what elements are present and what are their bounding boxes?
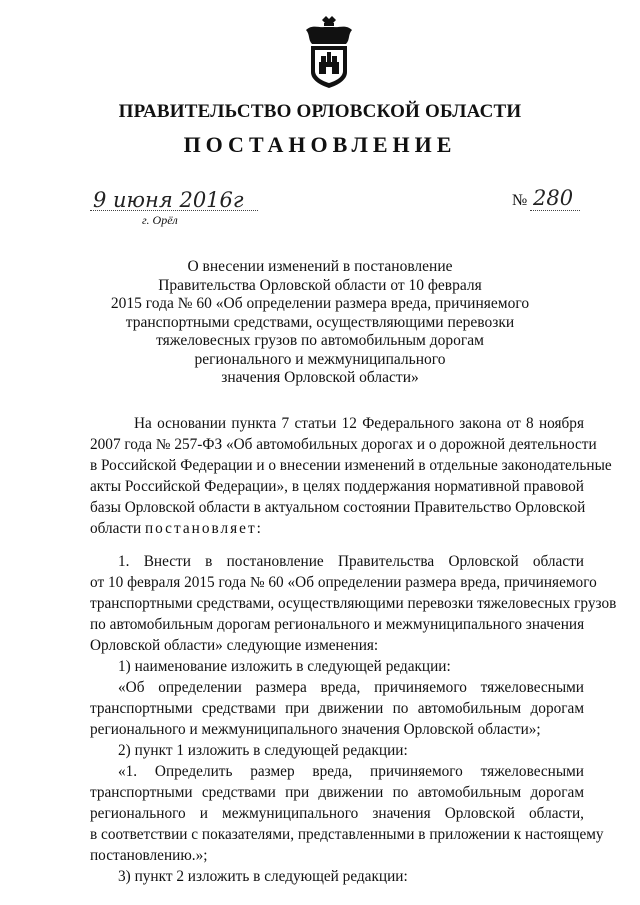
subject-line: значения Орловской области»	[221, 369, 419, 386]
subitem2-text-line: «1. Определить размер вреда, причиняемого тяжеловесными	[118, 763, 584, 780]
subitem2-text-line: транспортными средствами при движении по автомобильным дорогам	[90, 784, 584, 801]
document-type-title: ПОСТАНОВЛЕНИЕ	[183, 132, 457, 157]
subject-line: регионального и межмуниципального	[194, 350, 446, 368]
number-underline	[530, 210, 580, 211]
preamble-line: 2007 года № 257-ФЗ «Об автомобильных дорогах и о дорожной деятельности	[90, 436, 597, 453]
item1-line: Орловской области» следующие изменения:	[90, 637, 379, 654]
government-name: ПРАВИТЕЛЬСТВО ОРЛОВСКОЙ ОБЛАСТИ	[118, 101, 522, 122]
subject-line: Правительства Орловской области от 10 февраля	[158, 276, 482, 294]
subitem2-text-line: постановлению.»;	[90, 847, 208, 864]
preamble-last-prefix: области	[90, 520, 145, 537]
coat-of-arms-emblem-icon	[302, 14, 356, 90]
subject-line: тяжеловесных грузов по автомобильным дорогам	[156, 332, 484, 349]
subitem1-text-line: транспортными средствами при движении по автомобильным дорогам	[90, 700, 584, 717]
subject-line: О внесении изменений в постановление	[187, 258, 453, 275]
item1-line: транспортными средствами, осуществляющими перевозки тяжеловесных грузов	[90, 595, 617, 612]
subitem2-text-line: регионального и межмуниципального значения Орловской области,	[90, 805, 584, 822]
handwritten-number: 280	[533, 186, 574, 210]
subject-line: 2015 года № 60 «Об определении размера вреда, причиняемого	[110, 295, 530, 312]
subject-line: транспортными средствами, осуществляющими перевозки	[125, 313, 515, 331]
subitem1-text-line: регионального и межмуниципального значения Орловской области»;	[90, 721, 541, 738]
resolves-word: постановляет:	[144, 520, 263, 537]
number-label: №	[512, 192, 528, 209]
preamble-last-line	[90, 520, 263, 538]
city-name: г. Орёл	[142, 213, 178, 227]
preamble-line: акты Российской Федерации», в целях поддержания нормативной правовой	[90, 478, 584, 495]
date-underline	[90, 210, 258, 211]
item1-line: 1. Внести в постановление Правительства Орловской области	[118, 553, 584, 570]
preamble-line: На основании пункта 7 статьи 12 Федерального закона от 8 ноября	[134, 415, 584, 432]
handwritten-date: 9 июня 2016г	[93, 188, 244, 212]
subitem1-text-line: «Об определении размера вреда, причиняемого тяжеловесными	[118, 679, 584, 696]
document-subject	[0, 258, 640, 388]
subitem2-heading: 2) пункт 1 изложить в следующей редакции:	[118, 742, 408, 759]
preamble-line: базы Орловской области в актуальном состоянии Правительство Орловской	[90, 499, 586, 516]
item1-line: от 10 февраля 2015 года № 60 «Об определении размера вреда, причиняемого	[90, 574, 597, 591]
preamble-line: в Российской Федерации и о внесении изменений в отдельные законодательные	[90, 457, 612, 474]
subitem2-text-line: в соответствии с показателями, представленными в приложении к настоящему	[90, 826, 604, 843]
item1-line: по автомобильным дорогам регионального и межмуниципального значения	[90, 616, 585, 633]
subitem1-heading: 1) наименование изложить в следующей редакции:	[118, 658, 451, 675]
subitem3-heading: 3) пункт 2 изложить в следующей редакции:	[118, 868, 408, 885]
